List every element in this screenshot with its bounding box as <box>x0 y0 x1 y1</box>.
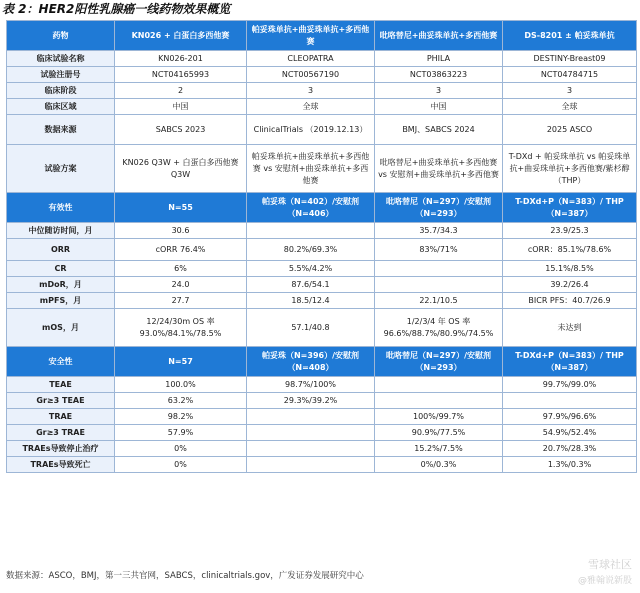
row-label: mPFS，月 <box>7 293 115 309</box>
row-label: 安全性 <box>7 347 115 377</box>
row-label: Gr≥3 TRAE <box>7 425 115 441</box>
table-cell: NCT04165993 <box>115 67 247 83</box>
table-cell: 帕妥珠单抗+曲妥珠单抗+多西他赛 <box>247 21 375 51</box>
info-row <box>7 67 637 83</box>
table-cell: 30.6 <box>115 223 247 239</box>
table-cell: BICR PFS：40.7/26.9 <box>503 293 637 309</box>
safety-row <box>7 441 637 457</box>
table-cell <box>247 441 375 457</box>
table-cell <box>375 393 503 409</box>
info-row <box>7 145 637 193</box>
efficacy-row <box>7 261 637 277</box>
table-cell: 15.1%/8.5% <box>503 261 637 277</box>
table-caption: 表 2：HER2阳性乳腺癌一线药物效果概览 <box>2 2 231 16</box>
row-label: 数据来源 <box>7 115 115 145</box>
row-label: 有效性 <box>7 193 115 223</box>
table-cell: 100.0% <box>115 377 247 393</box>
table-cell: 29.3%/39.2% <box>247 393 375 409</box>
row-label: 临床区域 <box>7 99 115 115</box>
table-cell: 24.0 <box>115 277 247 293</box>
table-cell: 90.9%/77.5% <box>375 425 503 441</box>
efficacy-header-row <box>7 193 637 223</box>
table-cell: 54.9%/52.4% <box>503 425 637 441</box>
table-cell: DS-8201 ± 帕妥珠单抗 <box>503 21 637 51</box>
table-cell: 6% <box>115 261 247 277</box>
row-label: CR <box>7 261 115 277</box>
table-cell: 3 <box>375 83 503 99</box>
table-cell: 35.7/34.3 <box>375 223 503 239</box>
efficacy-row <box>7 277 637 293</box>
info-row <box>7 115 637 145</box>
table-cell <box>247 223 375 239</box>
info-row <box>7 99 637 115</box>
info-row <box>7 83 637 99</box>
table-cell: 3 <box>503 83 637 99</box>
info-row <box>7 51 637 67</box>
table-cell: 98.2% <box>115 409 247 425</box>
table-cell: KN026 + 白蛋白多西他赛 <box>115 21 247 51</box>
table-cell: 全球 <box>247 99 375 115</box>
table-cell: 吡咯替尼（N=297）/安慰剂（N=293） <box>375 347 503 377</box>
table-cell: 39.2/26.4 <box>503 277 637 293</box>
row-label: mOS，月 <box>7 309 115 347</box>
table-cell: NCT03863223 <box>375 67 503 83</box>
her2-drug-table <box>6 20 637 473</box>
row-label: TRAEs导致停止治疗 <box>7 441 115 457</box>
table-cell: N=55 <box>115 193 247 223</box>
table-cell <box>247 425 375 441</box>
safety-row <box>7 425 637 441</box>
table-cell: 80.2%/69.3% <box>247 239 375 261</box>
table-cell: KN026 Q3W + 白蛋白多西他赛 Q3W <box>115 145 247 193</box>
table-cell: 2025 ASCO <box>503 115 637 145</box>
table-cell <box>375 277 503 293</box>
safety-row <box>7 457 637 473</box>
table-cell: 2 <box>115 83 247 99</box>
efficacy-row <box>7 309 637 347</box>
table-cell: 帕妥珠（N=402）/安慰剂（N=406） <box>247 193 375 223</box>
table-cell <box>247 409 375 425</box>
table-cell: N=57 <box>115 347 247 377</box>
row-label: 试验方案 <box>7 145 115 193</box>
table-cell: KN026-201 <box>115 51 247 67</box>
table-cell: 中国 <box>375 99 503 115</box>
table-cell: 吡咯替尼+曲妥珠单抗+多西他赛 <box>375 21 503 51</box>
row-label: TRAE <box>7 409 115 425</box>
table-cell: cORR 76.4% <box>115 239 247 261</box>
watermark-author: @雅翰说新股 <box>577 576 632 586</box>
row-label: TRAEs导致死亡 <box>7 457 115 473</box>
table-cell: 87.6/54.1 <box>247 277 375 293</box>
table-cell: 57.9% <box>115 425 247 441</box>
table-cell: ClinicalTrials （2019.12.13） <box>247 115 375 145</box>
table-cell: 23.9/25.3 <box>503 223 637 239</box>
table-cell: 0%/0.3% <box>375 457 503 473</box>
safety-header-row <box>7 347 637 377</box>
table-cell: PHILA <box>375 51 503 67</box>
table-cell: 5.5%/4.2% <box>247 261 375 277</box>
table-cell: NCT04784715 <box>503 67 637 83</box>
header-row <box>7 21 637 51</box>
watermark-xueqiu: 雪球社区 <box>588 558 632 571</box>
table-cell: SABCS 2023 <box>115 115 247 145</box>
table-cell: NCT00567190 <box>247 67 375 83</box>
table-cell <box>247 457 375 473</box>
table-cell: 100%/99.7% <box>375 409 503 425</box>
table-cell <box>503 393 637 409</box>
table-cell: DESTINY-Breast09 <box>503 51 637 67</box>
table-cell: T-DXd + 帕妥珠单抗 vs 帕妥珠单抗+曲妥珠单抗+多西他赛/紫杉醇（THP） <box>503 145 637 193</box>
row-label: 试验注册号 <box>7 67 115 83</box>
table-cell: 1.3%/0.3% <box>503 457 637 473</box>
table-cell: 63.2% <box>115 393 247 409</box>
safety-row <box>7 409 637 425</box>
table-cell: 全球 <box>503 99 637 115</box>
table-cell: 12/24/30m OS 率 93.0%/84.1%/78.5% <box>115 309 247 347</box>
row-label: ORR <box>7 239 115 261</box>
row-label: Gr≥3 TEAE <box>7 393 115 409</box>
table-cell: 帕妥珠（N=396）/安慰剂（N=408） <box>247 347 375 377</box>
table-cell: 18.5/12.4 <box>247 293 375 309</box>
table-cell: 0% <box>115 441 247 457</box>
table-cell: 帕妥珠单抗+曲妥珠单抗+多西他赛 vs 安慰剂+曲妥珠单抗+多西他赛 <box>247 145 375 193</box>
table-cell: 98.7%/100% <box>247 377 375 393</box>
table-cell: BMJ、SABCS 2024 <box>375 115 503 145</box>
row-label: 临床试验名称 <box>7 51 115 67</box>
source-note: 数据来源：ASCO，BMJ，第一三共官网，SABCS，clinicaltrials.gov，广发证券发展研究中心 <box>6 571 364 581</box>
efficacy-row <box>7 239 637 261</box>
table-cell: 27.7 <box>115 293 247 309</box>
safety-row <box>7 377 637 393</box>
table-cell: 97.9%/96.6% <box>503 409 637 425</box>
efficacy-row <box>7 293 637 309</box>
table-cell: 未达到 <box>503 309 637 347</box>
row-label: 药物 <box>7 21 115 51</box>
table-cell: 99.7%/99.0% <box>503 377 637 393</box>
table-cell: 0% <box>115 457 247 473</box>
table-cell: 20.7%/28.3% <box>503 441 637 457</box>
table-cell: 吡咯替尼（N=297）/安慰剂（N=293） <box>375 193 503 223</box>
row-label: 中位随访时间，月 <box>7 223 115 239</box>
table-cell: T-DXd+P（N=383）/ THP（N=387） <box>503 193 637 223</box>
table-cell: 3 <box>247 83 375 99</box>
table-cell: T-DXd+P（N=383）/ THP（N=387） <box>503 347 637 377</box>
table-cell: 15.2%/7.5% <box>375 441 503 457</box>
safety-row <box>7 393 637 409</box>
table-cell: 中国 <box>115 99 247 115</box>
row-label: 临床阶段 <box>7 83 115 99</box>
row-label: TEAE <box>7 377 115 393</box>
efficacy-row <box>7 223 637 239</box>
row-label: mDoR，月 <box>7 277 115 293</box>
table-cell: 22.1/10.5 <box>375 293 503 309</box>
table-cell: cORR：85.1%/78.6% <box>503 239 637 261</box>
table-cell <box>375 261 503 277</box>
table-cell: 57.1/40.8 <box>247 309 375 347</box>
table-cell: 吡咯替尼+曲妥珠单抗+多西他赛 vs 安慰剂+曲妥珠单抗+多西他赛 <box>375 145 503 193</box>
table-cell <box>375 377 503 393</box>
table-cell: 83%/71% <box>375 239 503 261</box>
table-cell: 1/2/3/4 年 OS 率 96.6%/88.7%/80.9%/74.5% <box>375 309 503 347</box>
table-cell: CLEOPATRA <box>247 51 375 67</box>
